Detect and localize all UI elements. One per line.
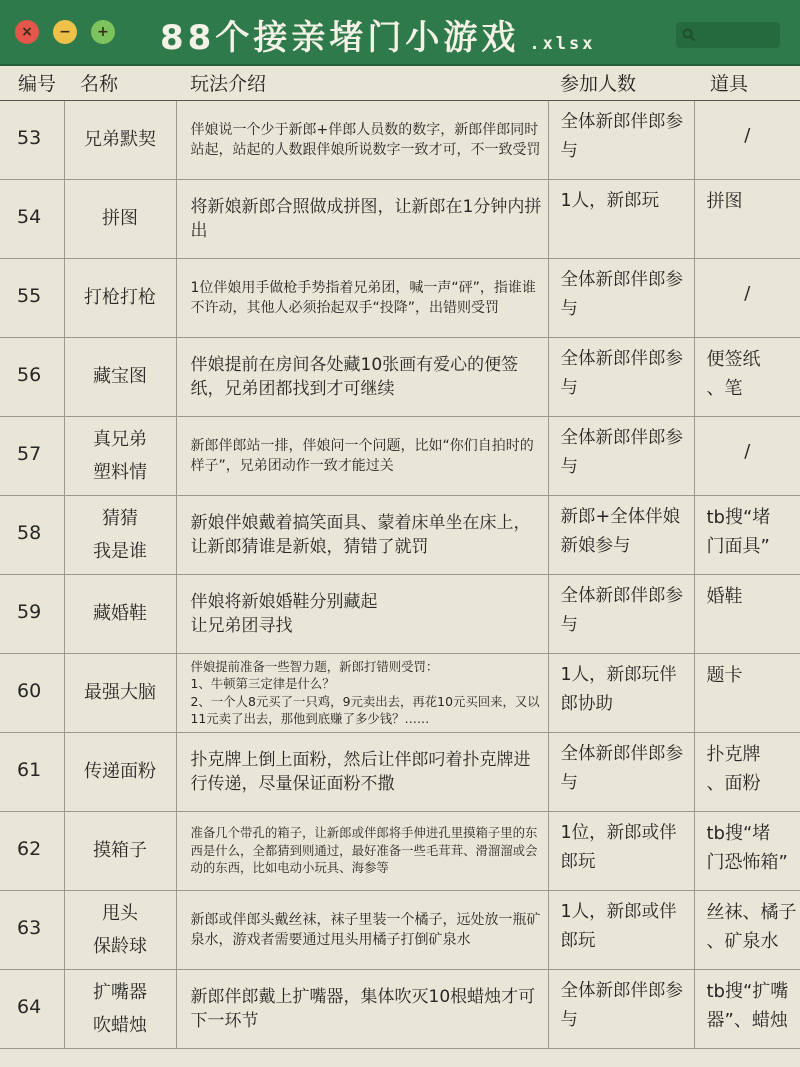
cell-number[interactable]: 53: [0, 100, 64, 179]
table-row: [0, 495, 800, 574]
game-name-line: 拼图: [102, 208, 138, 229]
minimize-icon: −: [59, 24, 71, 40]
table-row: [0, 811, 800, 890]
cell-participants[interactable]: 全体新郎伴郎参与: [548, 416, 694, 495]
cell-name[interactable]: [64, 495, 176, 574]
cell-name[interactable]: [64, 416, 176, 495]
cell-participants[interactable]: 全体新郎伴郎参与: [548, 574, 694, 653]
header-number[interactable]: 编号: [0, 66, 64, 100]
cell-number[interactable]: 61: [0, 732, 64, 811]
cell-number[interactable]: 59: [0, 574, 64, 653]
game-name-line: 塑料情: [93, 461, 147, 483]
cell-participants[interactable]: 全体新郎伴郎参与: [548, 969, 694, 1048]
cell-rules[interactable]: 伴娘说一个少于新郎+伴郎人员数的数字，新郎伴郎同时站起，站起的人数跟伴娘所说数字一致才可，不一致受罚: [176, 100, 548, 179]
games-table: [0, 66, 800, 1049]
cell-participants[interactable]: 全体新郎伴郎参与: [548, 732, 694, 811]
cell-name[interactable]: [64, 574, 176, 653]
cell-props[interactable]: /: [694, 100, 800, 179]
close-window-button[interactable]: [15, 20, 39, 44]
cell-rules[interactable]: 将新娘新郎合照做成拼图，让新郎在1分钟内拼出: [176, 179, 548, 258]
cell-props[interactable]: 便签纸 、笔: [694, 337, 800, 416]
cell-props[interactable]: 题卡: [694, 653, 800, 732]
table-row: [0, 653, 800, 732]
close-icon: ×: [21, 24, 33, 40]
cell-participants[interactable]: 1位，新郎或伴郎玩: [548, 811, 694, 890]
minimize-window-button[interactable]: [53, 20, 77, 44]
header-name[interactable]: 名称: [64, 66, 176, 100]
cell-props[interactable]: tb搜“堵 门恐怖箱”: [694, 811, 800, 890]
header-props[interactable]: 道具: [694, 66, 800, 100]
cell-rules[interactable]: 伴娘将新娘婚鞋分别藏起 让兄弟团寻找: [176, 574, 548, 653]
cell-props[interactable]: 拼图: [694, 179, 800, 258]
cell-name[interactable]: [64, 969, 176, 1048]
table-row: [0, 179, 800, 258]
cell-rules[interactable]: 扑克牌上倒上面粉，然后让伴郎叼着扑克牌进行传递，尽量保证面粉不撒: [176, 732, 548, 811]
cell-participants[interactable]: 全体新郎伴郎参与: [548, 258, 694, 337]
cell-name[interactable]: [64, 258, 176, 337]
cell-props[interactable]: /: [694, 258, 800, 337]
table-row: [0, 574, 800, 653]
file-extension: .xlsx: [529, 34, 596, 54]
cell-rules[interactable]: 伴娘提前准备一些智力题，新郎打错则受罚： 1、牛顿第三定律是什么？ 2、一个人8元买了一只鸡，9元卖出去，再花10元买回来，又以11元卖了出去，那他到底赚了多少钱？……: [176, 653, 548, 732]
cell-number[interactable]: 64: [0, 969, 64, 1048]
game-name-line: 真兄弟: [93, 428, 147, 450]
cell-participants[interactable]: 新郎+全体伴娘新娘参与: [548, 495, 694, 574]
cell-number[interactable]: 63: [0, 890, 64, 969]
cell-rules[interactable]: 伴娘提前在房间各处藏10张画有爱心的便签纸，兄弟团都找到才可继续: [176, 337, 548, 416]
maximize-window-button[interactable]: [91, 20, 115, 44]
game-name-line: 甩头: [102, 902, 138, 924]
cell-participants[interactable]: 1人，新郎玩: [548, 179, 694, 258]
game-name-line: 保龄球: [93, 935, 147, 957]
game-name-line: 我是谁: [93, 540, 147, 562]
cell-participants[interactable]: 全体新郎伴郎参与: [548, 337, 694, 416]
header-row: [0, 66, 800, 100]
file-name: 88个接亲堵门小游戏: [160, 18, 520, 58]
header-rules[interactable]: 玩法介绍: [176, 66, 548, 100]
window-title: [160, 10, 596, 56]
maximize-icon: +: [97, 24, 109, 40]
cell-props[interactable]: tb搜“堵 门面具”: [694, 495, 800, 574]
cell-name[interactable]: [64, 337, 176, 416]
cell-name[interactable]: [64, 653, 176, 732]
cell-number[interactable]: 60: [0, 653, 64, 732]
search-box[interactable]: [676, 22, 780, 48]
cell-name[interactable]: [64, 732, 176, 811]
table-row: [0, 732, 800, 811]
cell-rules[interactable]: 准备几个带孔的箱子，让新郎或伴郎将手伸进孔里摸箱子里的东西是什么，全都猜到则通过，最好准备一些毛茸茸、滑溜溜或会动的东西，比如电动小玩具、海参等: [176, 811, 548, 890]
cell-number[interactable]: 54: [0, 179, 64, 258]
cell-name[interactable]: [64, 890, 176, 969]
cell-participants[interactable]: 全体新郎伴郎参与: [548, 100, 694, 179]
cell-props[interactable]: /: [694, 416, 800, 495]
game-name-line: 摸箱子: [93, 840, 147, 861]
cell-number[interactable]: 58: [0, 495, 64, 574]
cell-rules[interactable]: 新郎或伴郎头戴丝袜，袜子里装一个橘子，远处放一瓶矿泉水，游戏者需要通过甩头用橘子打倒矿泉水: [176, 890, 548, 969]
cell-props[interactable]: 婚鞋: [694, 574, 800, 653]
cell-rules[interactable]: 新娘伴娘戴着搞笑面具、蒙着床单坐在床上，让新郎猜谁是新娘，猜错了就罚: [176, 495, 548, 574]
table-row: [0, 258, 800, 337]
game-name-line: 最强大脑: [84, 682, 156, 703]
cell-number[interactable]: 56: [0, 337, 64, 416]
cell-number[interactable]: 62: [0, 811, 64, 890]
game-name-line: 扩嘴器: [93, 981, 147, 1003]
cell-number[interactable]: 55: [0, 258, 64, 337]
game-name-line: 打枪打枪: [84, 287, 156, 308]
game-name-line: 猜猜: [102, 507, 138, 529]
cell-rules[interactable]: 1位伴娘用手做枪手势指着兄弟团，喊一声“砰”，指谁谁不许动，其他人必须抬起双手“投降”，出错则受罚: [176, 258, 548, 337]
title-bar: [0, 0, 800, 66]
table-row: [0, 890, 800, 969]
cell-participants[interactable]: 1人，新郎玩伴郎协助: [548, 653, 694, 732]
game-name-line: 藏婚鞋: [93, 603, 147, 624]
cell-props[interactable]: 扑克牌 、面粉: [694, 732, 800, 811]
game-name-line: 吹蜡烛: [93, 1014, 147, 1036]
header-participants[interactable]: 参加人数: [548, 66, 694, 100]
cell-rules[interactable]: 新郎伴郎戴上扩嘴器，集体吹灭10根蜡烛才可下一环节: [176, 969, 548, 1048]
table-row: [0, 100, 800, 179]
game-name-line: 传递面粉: [84, 761, 156, 782]
table-row: [0, 337, 800, 416]
table-row: [0, 416, 800, 495]
game-name-line: 兄弟默契: [84, 129, 156, 150]
table-row: [0, 969, 800, 1048]
cell-props[interactable]: tb搜“扩嘴 器”、蜡烛: [694, 969, 800, 1048]
search-icon: [682, 28, 696, 42]
search-input[interactable]: [700, 22, 778, 48]
cell-name[interactable]: [64, 179, 176, 258]
cell-rules[interactable]: 新郎伴郎站一排，伴娘问一个问题，比如“你们自拍时的样子”，兄弟团动作一致才能过关: [176, 416, 548, 495]
cell-name[interactable]: [64, 811, 176, 890]
game-name-line: 藏宝图: [93, 366, 147, 387]
cell-number[interactable]: 57: [0, 416, 64, 495]
cell-props[interactable]: 丝袜、橘子 、矿泉水: [694, 890, 800, 969]
cell-name[interactable]: [64, 100, 176, 179]
cell-participants[interactable]: 1人，新郎或伴郎玩: [548, 890, 694, 969]
